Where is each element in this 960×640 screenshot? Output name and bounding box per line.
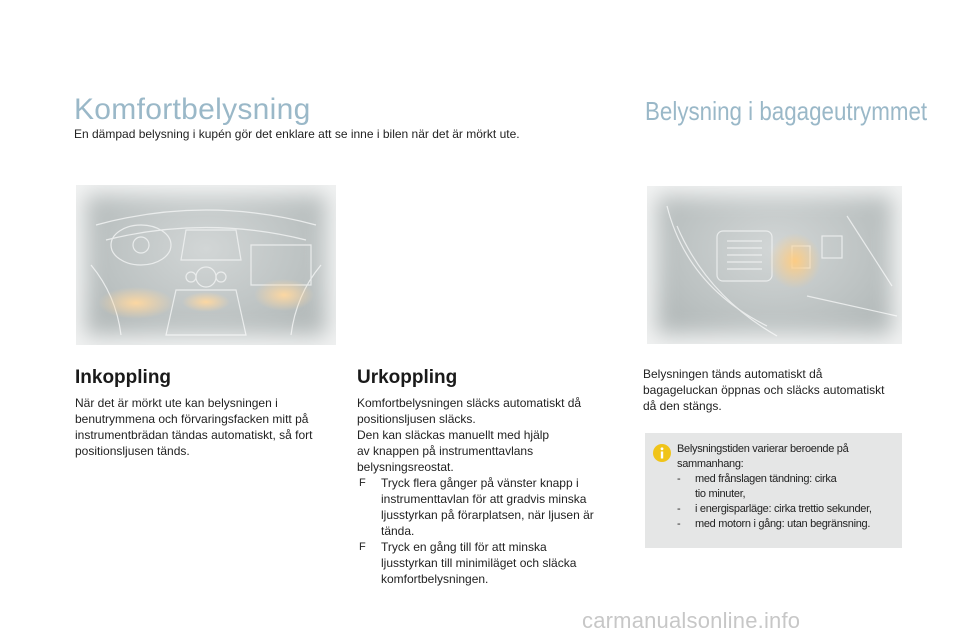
text-line: ljusstyrkan till minimiläget och släcka [381, 556, 577, 570]
text-line: bagageluckan öppnas och släcks automatiskt [643, 383, 885, 397]
interior-lighting-image [76, 185, 336, 345]
text-line: instrumentbrädan tändas automatiskt, så fort [75, 428, 313, 442]
text-line: då den stängs. [643, 399, 722, 413]
text-line: Komfortbelysningen släcks automatiskt då [357, 396, 582, 410]
bullet-item [357, 475, 627, 539]
text-line: Tryck en gång till för att minska [381, 540, 547, 554]
text-line: belysningsreostat. [357, 460, 454, 474]
text-line: Belysningstiden varierar beroende på [677, 443, 849, 455]
intro-text: En dämpad belysning i kupén gör det enklare att se inne i bilen när det är mörkt ute. [74, 127, 520, 141]
trunk-lighting-image [647, 186, 902, 344]
text-line: positionsljusen tänds. [75, 444, 190, 458]
text-line: ljusstyrkan på förarplatsen, när ljusen är [381, 508, 594, 522]
text-line: i energisparläge: cirka trettio sekunder, [695, 503, 872, 515]
dash-marker: - [677, 518, 681, 530]
dash-marker: - [677, 473, 681, 485]
page-title-bagage: Belysning i bagageutrymmet [645, 96, 928, 126]
text-line: sammanhang: [677, 458, 744, 470]
watermark-text: carmanualsonline.info [582, 608, 801, 633]
text-line: tända. [381, 524, 415, 538]
info-note-box [645, 433, 902, 548]
note-list-item [677, 472, 899, 502]
text-line: med frånslagen tändning: cirka [695, 473, 837, 485]
text-line: instrumenttavlan för att gradvis minska [381, 492, 587, 506]
text-line: Den kan släckas manuellt med hjälp [357, 428, 550, 442]
note-list-item [677, 517, 899, 532]
section-heading-inkoppling: Inkoppling [75, 367, 172, 388]
urkoppling-text [357, 395, 627, 587]
text-line: med motorn i gång: utan begränsning. [695, 518, 871, 530]
info-icon [653, 444, 671, 462]
bullet-marker: F [359, 541, 366, 553]
text-line: När det är mörkt ute kan belysningen i [75, 396, 278, 410]
text-line: Belysningen tänds automatiskt då [643, 367, 823, 381]
bullet-item [357, 539, 627, 587]
text-line: benutrymmena och förvaringsfacken mitt på [75, 412, 309, 426]
text-line: positionsljusen släcks. [357, 412, 476, 426]
text-line: Tryck flera gånger på vänster knapp i [381, 476, 579, 490]
bagage-text [643, 366, 908, 414]
page-title-komfortbelysning: Komfortbelysning [74, 93, 311, 126]
text-line: komfortbelysningen. [381, 572, 489, 586]
text-line: tio minuter, [695, 488, 746, 500]
section-heading-urkoppling: Urkoppling [357, 367, 458, 388]
note-list-item [677, 502, 899, 517]
inkoppling-text [75, 395, 345, 459]
text-line: av knappen på instrumenttavlans [357, 444, 534, 458]
trunk-illustration [647, 186, 902, 344]
dashboard-illustration [76, 185, 336, 345]
dash-marker: - [677, 503, 681, 515]
info-note-text [677, 442, 899, 532]
bullet-marker: F [359, 477, 366, 489]
